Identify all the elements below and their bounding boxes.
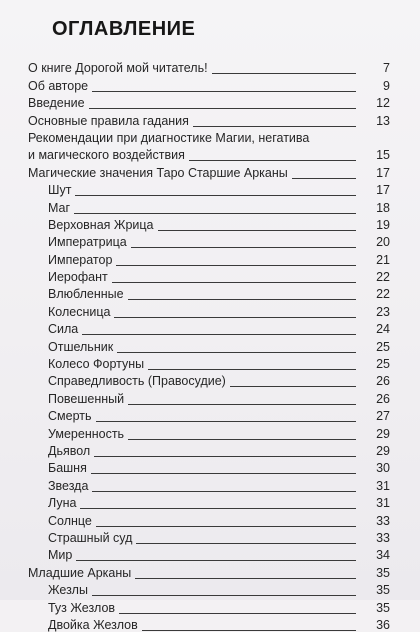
toc-entry: [28, 110, 390, 127]
toc-entry-page-number: 12: [376, 96, 390, 111]
toc-entry: [28, 371, 390, 388]
toc-entry: [28, 388, 390, 405]
toc-entry: [28, 441, 390, 458]
toc-entry-page-number: 33: [376, 513, 390, 528]
toc-entry: [28, 562, 390, 579]
toc-entry-page-number: 17: [376, 165, 390, 180]
leader-line: [135, 578, 356, 579]
leader-line: [89, 108, 356, 109]
leader-line: [128, 404, 356, 405]
toc-entry-title: Основные правила гадания: [28, 113, 189, 128]
toc-entry-title: Страшный суд: [48, 530, 133, 545]
toc-entry: [28, 128, 390, 145]
leader-line: [75, 195, 356, 196]
toc-entry-title: Колесо Фортуны: [48, 357, 145, 372]
toc-entry: [28, 475, 390, 492]
toc-entry-title: Маг: [48, 200, 71, 215]
toc-entry: [28, 406, 390, 423]
toc-entry-title: Жезлы: [48, 583, 88, 598]
toc-entry-page-number: 31: [376, 496, 390, 511]
toc-entry-page-number: 21: [376, 252, 390, 267]
toc-entry-page-number: 15: [376, 148, 390, 163]
toc-entry: [28, 597, 390, 614]
toc-entry: [28, 319, 390, 336]
toc-entry-page-number: 19: [376, 217, 390, 232]
toc-entry: [28, 93, 390, 110]
toc-entry-page-number: 29: [376, 443, 390, 458]
toc-entry-title: Дьявол: [48, 443, 91, 458]
toc-entry-page-number: 35: [376, 600, 390, 615]
toc-entry-title: Башня: [48, 461, 87, 476]
toc-entry-page-number: 24: [376, 322, 390, 337]
leader-line: [114, 317, 356, 318]
toc-entry-page-number: 9: [383, 78, 390, 93]
leader-line: [92, 91, 356, 92]
toc-entry: [28, 423, 390, 440]
toc-entry-page-number: 25: [376, 339, 390, 354]
table-of-contents: [28, 58, 390, 632]
toc-entry: [28, 458, 390, 475]
leader-line: [193, 126, 356, 127]
leader-line: [96, 526, 356, 527]
toc-entry: [28, 267, 390, 284]
toc-entry-title: Туз Жезлов: [48, 600, 116, 615]
page-title: ОГЛАВЛЕНИЕ: [52, 18, 196, 40]
leader-line: [74, 213, 356, 214]
toc-entry: [28, 528, 390, 545]
toc-entry: [28, 510, 390, 527]
toc-entry: [28, 145, 390, 162]
toc-entry-title: Императрица: [48, 235, 127, 250]
toc-entry-page-number: 20: [376, 235, 390, 250]
toc-entry-page-number: 22: [376, 287, 390, 302]
toc-entry-title: Луна: [48, 496, 77, 511]
toc-entry: [28, 232, 390, 249]
toc-entry: [28, 354, 390, 371]
toc-entry-page-number: 22: [376, 270, 390, 285]
toc-entry-title: Отшельник: [48, 339, 114, 354]
leader-line: [136, 543, 356, 544]
leader-line: [189, 160, 356, 161]
toc-entry: [28, 493, 390, 510]
toc-entry: [28, 580, 390, 597]
leader-line: [96, 421, 357, 422]
toc-entry: [28, 249, 390, 266]
toc-entry-page-number: 25: [376, 357, 390, 372]
leader-line: [92, 595, 356, 596]
toc-entry: [28, 162, 390, 179]
leader-line: [94, 456, 356, 457]
toc-entry-title: Колесница: [48, 304, 111, 319]
toc-entry-page-number: 36: [376, 617, 390, 632]
leader-line: [128, 299, 356, 300]
toc-entry-page-number: 35: [376, 583, 390, 598]
leader-line: [212, 73, 356, 74]
leader-line: [158, 230, 357, 231]
toc-entry-page-number: 29: [376, 426, 390, 441]
toc-entry-title: Звезда: [48, 478, 89, 493]
leader-line: [230, 386, 356, 387]
toc-entry: [28, 215, 390, 232]
toc-entry-title: Умеренность: [48, 426, 125, 441]
toc-entry-title: Шут: [48, 183, 72, 198]
toc-entry-page-number: 35: [376, 565, 390, 580]
leader-line: [131, 247, 356, 248]
leader-line: [116, 265, 356, 266]
toc-entry-page-number: 26: [376, 391, 390, 406]
toc-entry-title: О книге Дорогой мой читатель!: [28, 61, 208, 76]
toc-entry-title: Повешенный: [48, 391, 125, 406]
toc-entry-title: Мир: [48, 548, 73, 563]
toc-entry: [28, 180, 390, 197]
toc-entry-page-number: 30: [376, 461, 390, 476]
leader-line: [80, 508, 356, 509]
toc-entry: [28, 615, 390, 632]
leader-line: [76, 560, 356, 561]
toc-entry: [28, 336, 390, 353]
toc-entry-title: Император: [48, 252, 113, 267]
toc-entry-title: Влюбленные: [48, 287, 124, 302]
toc-entry: [28, 301, 390, 318]
toc-entry: [28, 545, 390, 562]
toc-entry: [28, 284, 390, 301]
toc-entry-page-number: 31: [376, 478, 390, 493]
leader-line: [82, 334, 356, 335]
leader-line: [91, 473, 356, 474]
leader-line: [112, 282, 356, 283]
toc-entry-page-number: 33: [376, 530, 390, 545]
leader-line: [292, 178, 356, 179]
toc-entry-page-number: 17: [376, 183, 390, 198]
leader-line: [117, 352, 356, 353]
toc-entry-title: Введение: [28, 96, 85, 111]
leader-line: [128, 439, 356, 440]
leader-line: [92, 491, 356, 492]
toc-entry-title: Сила: [48, 322, 79, 337]
toc-entry-page-number: 26: [376, 374, 390, 389]
toc-entry: [28, 58, 390, 75]
toc-entry-title: и магического воздействия: [28, 148, 185, 163]
toc-entry: [28, 197, 390, 214]
toc-entry-page-number: 18: [376, 200, 390, 215]
toc-entry: [28, 75, 390, 92]
toc-entry-title: Младшие Арканы: [28, 565, 132, 580]
leader-line: [142, 630, 356, 631]
toc-entry-title: Магические значения Таро Старшие Арканы: [28, 165, 288, 180]
leader-line: [119, 613, 356, 614]
toc-entry-page-number: 23: [376, 304, 390, 319]
toc-entry-title: Смерть: [48, 409, 92, 424]
toc-entry-title: Солнце: [48, 513, 92, 528]
toc-entry-title: Рекомендации при диагностике Магии, негатива: [28, 130, 310, 145]
toc-entry-page-number: 13: [376, 113, 390, 128]
toc-entry-page-number: 7: [383, 61, 390, 76]
toc-entry-title: Иерофант: [48, 270, 108, 285]
toc-entry-page-number: 27: [376, 409, 390, 424]
toc-entry-title: Верховная Жрица: [48, 217, 154, 232]
toc-entry-page-number: 34: [376, 548, 390, 563]
toc-entry-title: Двойка Жезлов: [48, 617, 138, 632]
leader-line: [148, 369, 356, 370]
toc-entry-title: Справедливость (Правосудие): [48, 374, 226, 389]
toc-entry-title: Об авторе: [28, 78, 89, 93]
